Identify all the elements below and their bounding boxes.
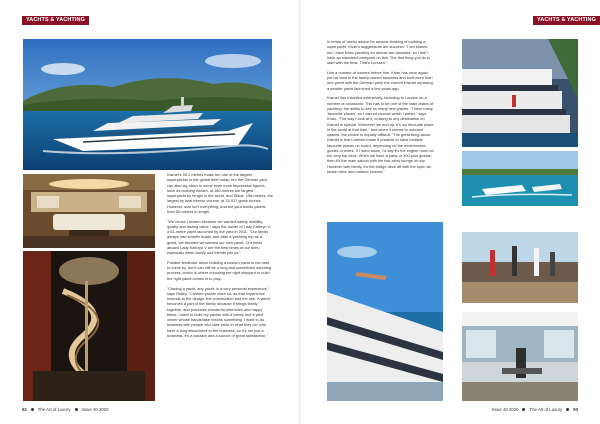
section-tag-right: YACHTS & YACHTING bbox=[533, 16, 600, 25]
bullet-icon bbox=[522, 408, 525, 411]
paragraph: Positive feedback about building a custom yacht is not hard to come by, but it can still be a long and sometimes daunting process, which is where choosing the right shipyard to build the right yacht comes in to play. bbox=[167, 259, 271, 281]
bullet-icon bbox=[566, 408, 569, 411]
bullet-icon bbox=[75, 408, 78, 411]
paragraph: Like a number of owners before him, Khan has once again put his trust in the family-owned business and built more than one yacht with the German yard; the current Kismet replacing a smaller yacht launched a few years ago. bbox=[327, 69, 433, 91]
paragraph: Kismet has travelled extensively, including to London on a number of occasions. This has to be one of the main draws of yachting: the ability to see so many new places. "I have many 'favourite places', so I cannot choose which I prefer," says Khan. "The way I look at it, cruising to any destination on Kismet is special. Wherever we end up, it's my favourite place in the world at that time." And when it comes to onboard spaces, the choice is equally difficult. "The great thing about Kismet is that Lürssen made it possible to have multiple favourite places on board, depending on the environment, guests or event. If I were alone, I'd say it's the engine room on the very top deck. When we have a party or 300-plus guests, then it's the main saloon with the two-story lounge on top. However with family, it's the bridge deck aft with the open air, beach deck and outdoor cinema." bbox=[327, 95, 434, 174]
page-gutter bbox=[299, 0, 301, 424]
right-article-column bbox=[327, 39, 434, 179]
bullet-icon bbox=[31, 408, 34, 411]
footer-right bbox=[491, 407, 578, 413]
saloon-interior-photo bbox=[23, 174, 155, 248]
gym-interior-photo bbox=[462, 312, 578, 401]
paragraph: Kismet's 95.2 metres make her one of the largest superyachts in the global fleet today: but the German yard can also lay claim to some even more impressive figures, such as building Azzam, at 180-metres the largest superyacht by length in the world, and Dilbar, 156-metres, the largest by total interior volume, at 15,917 gross tonnes. However, size isn't everything, and the yard builds yachts from 50-metres in length. bbox=[167, 172, 273, 214]
issue-label: Issue 40 2020 bbox=[81, 407, 109, 412]
footer-left bbox=[22, 407, 109, 413]
magazine-name: The Art of Luxury bbox=[37, 407, 71, 412]
page-number: 92 bbox=[22, 407, 27, 412]
spiral-staircase-photo bbox=[23, 251, 155, 401]
page-number: 93 bbox=[573, 407, 578, 412]
left-article-column bbox=[167, 172, 273, 343]
issue-label: Issue 40 2020 bbox=[491, 407, 519, 412]
paragraph: "Owning a yacht, any yacht, is a very personal experience," says Ridley. "Custom yachts more so, as that experience extends to the design, the construction and the use. A yacht becomes a part of the family because it brings family together, and produces wonderful memories and happy times. I want to build my yachts with a family and a yard owner whose handshake means something. I want to do business with people who take pride in what they do: who have a long attachment to the business, so it's not just a business, it's a passion and a source of great satisfaction." bbox=[167, 285, 270, 338]
yacht-cruising-photo bbox=[23, 39, 272, 170]
paragraph: "We chose Lürssen because we wanted safety, stability, quality and lasting value," says the owner of Lady Kathryn V, a 61-metre yacht launched by the yard in 2011. "Our family always had smaller boats, and after a yachting trip as a guest, we decided we wanted our own yacht. Our times aboard Lady Kathryn V are the best times of our lives, especially when family and friends join us." bbox=[167, 218, 271, 256]
aft-deck-guests-photo bbox=[462, 222, 578, 303]
paragraph: In terms of useful advice for anyone thinking of building a superyacht, Khan's suggestions are succinct: "I am biased, but I have been yachting for almost two decades, so I feel I have an educated viewpoint on this. The first thing you do is start with the best. That's Lürssen." bbox=[327, 39, 431, 65]
section-tag-left: YACHTS & YACHTING bbox=[22, 16, 89, 25]
magazine-name: The Art of Luxury bbox=[529, 407, 563, 412]
yacht-deck-sunset-photo bbox=[462, 39, 578, 147]
yacht-tenders-photo bbox=[327, 222, 443, 401]
yacht-stern-sea-photo bbox=[462, 151, 578, 206]
